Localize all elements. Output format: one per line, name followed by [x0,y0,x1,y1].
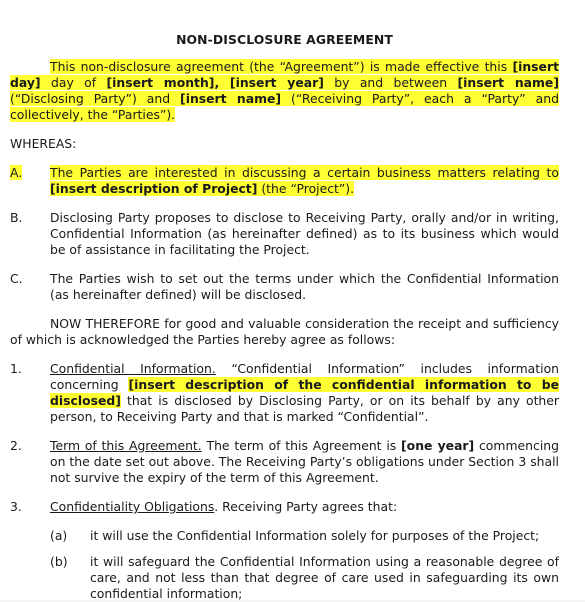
placeholder-disclosing-name: [insert name] [457,75,559,90]
clause-3-item-a-text: it will use the Confidential Information solely for purposes of the Project; [90,528,540,543]
recital-c-label: C. [10,271,23,286]
recital-a-label: A. [10,165,23,180]
clause-3-item-a-label: (a) [50,528,68,543]
placeholder-term: [one year] [401,438,475,453]
document-title: NON-DISCLOSURE AGREEMENT [176,32,393,47]
whereas-heading: WHEREAS: [10,136,77,151]
clause-1-heading: Confidential Information. [50,361,216,376]
clause-3 [10,499,559,515]
clause-3-item-b-text: it will safeguard the Confidential Information using a reasonable degree of care, and not less than that degree of care used in safeguarding its own confidential information; [90,554,559,601]
clause-3-heading: Confidentiality Obligations [50,499,215,514]
now-therefore-paragraph: NOW THEREFORE for good and valuable consideration the receipt and sufficiency of which is acknowledged the Parties hereby agree as follows: [10,316,559,347]
placeholder-confidential-info: [insert description of the confidential information to be disclosed] [50,377,559,408]
clause-2-number: 2. [10,438,22,453]
clause-3-item-b [50,554,559,602]
placeholder-month-year: [insert month], [insert year] [106,75,324,90]
placeholder-project: [insert description of Project] [50,181,258,196]
recital-a [10,165,559,197]
clause-2-heading: Term of this Agreement. [50,438,202,453]
recital-c [10,271,559,303]
clause-2 [10,438,559,486]
clause-2-text: Term of this Agreement. The term of this Agreement is [one year] commencing on the date set out above. The Receiving Party’s obligations under Section 3 shall not survive the expiry of the term of this Agreement. [50,438,559,485]
clause-3-number: 3. [10,499,22,514]
recital-c-text: The Parties wish to set out the terms under which the Confidential Information (as hereinafter defined) will be disclosed. [50,271,559,302]
intro-paragraph [10,59,559,123]
recital-a-text: The Parties are interested in discussing a certain business matters relating to [insert description of Project] (the “Project”). [50,165,559,196]
clause-1 [10,361,559,425]
placeholder-day: [insert day] [10,59,559,90]
recital-b-text: Disclosing Party proposes to disclose to Receiving Party, orally and/or in writing, Confidential Information (as hereinafter defined) as to its business which would be of assistance in facilitating the Project. [50,210,559,257]
clause-1-number: 1. [10,361,22,376]
intro-highlight: This non-disclosure agreement (the “Agreement”) is made effective this [insert day] day of [insert month], [insert year] by and between [insert name] (“Disclosing Party”) and [insert name] (“Receiving Party”, each a “Party” and collectively, the “Parties”). [10,59,559,122]
clause-3-item-a [50,528,559,544]
clause-1-text: Confidential Information. “Confidential Information” includes information concerning [insert description of the confidential information to be disclosed] that is disclosed by Disclosing Party, or on its behalf by any other person, to Receiving Party and that is marked “Confidential”. [50,361,559,424]
clause-3-item-b-label: (b) [50,554,68,569]
recital-b [10,210,559,258]
placeholder-receiving-name: [insert name] [180,91,282,106]
recital-b-label: B. [10,210,23,225]
clause-3-text: Confidentiality Obligations. Receiving Party agrees that: [50,499,398,514]
